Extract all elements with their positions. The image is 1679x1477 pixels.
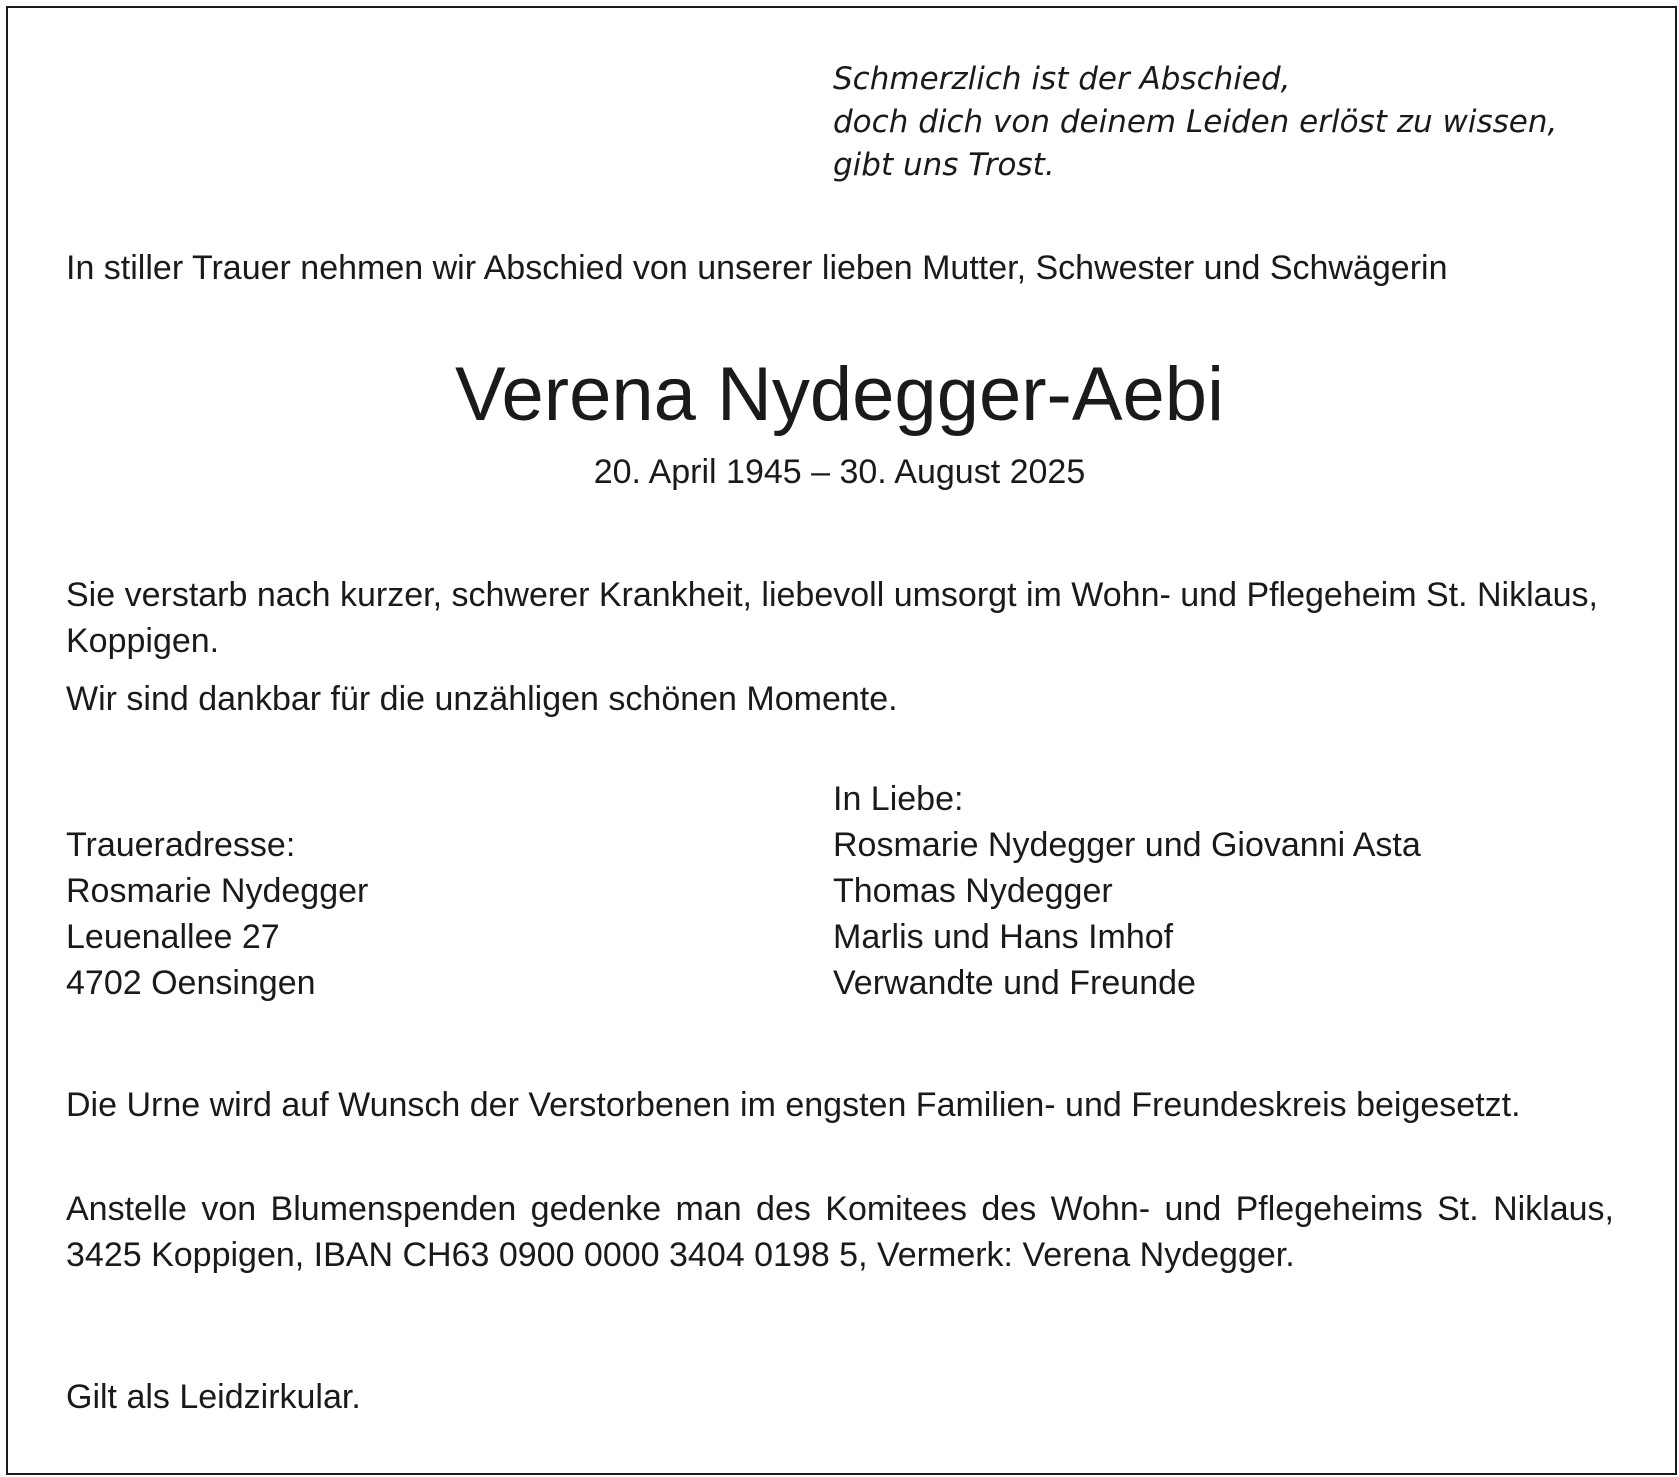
motto-line: Schmerzlich ist der Abschied, [833, 61, 1291, 97]
deceased-name: Verena Nydegger-Aebi [455, 352, 1224, 437]
mourner-line: Marlis und Hans Imhof [833, 918, 1174, 956]
address-line: Leuenallee 27 [66, 918, 280, 956]
gratitude-text: Wir sind dankbar für die unzähligen schönen Momente. [66, 680, 898, 718]
motto-line: doch dich von deinem Leiden erlöst zu wissen, [833, 104, 1558, 140]
circular-note: Gilt als Leidzirkular. [66, 1378, 361, 1416]
address-label: Traueradresse: [66, 826, 296, 864]
mourning-address [66, 822, 368, 1006]
address-line: 4702 Oensingen [66, 964, 316, 1002]
address-line: Rosmarie Nydegger [66, 872, 369, 910]
mourners-list [833, 776, 1421, 1006]
life-dates: 20. April 1945 – 30. August 2025 [593, 453, 1086, 491]
urn-note: Die Urne wird auf Wunsch der Verstorbenen im engsten Familien- und Freundeskreis beigesetzt. [66, 1086, 1521, 1124]
donation-note: Anstelle von Blumenspenden gedenke man des Komitees des Wohn- und Pflegeheims St. Niklaus, 3425 Koppigen, IBAN CH63 0900 0000 3404 0198 5, Vermerk: Verena Nydegger. [66, 1190, 1614, 1274]
motto-verse [833, 58, 1633, 187]
motto-line: gibt uns Trost. [833, 147, 1055, 183]
passing-text: Sie verstarb nach kurzer, schwerer Krankheit, liebevoll umsorgt im Wohn- und Pflegeheim St. Niklaus, Koppigen. [66, 576, 1598, 660]
mourner-line: Rosmarie Nydegger und Giovanni Asta [833, 826, 1421, 864]
mourner-line: Thomas Nydegger [833, 872, 1113, 910]
intro-text: In stiller Trauer nehmen wir Abschied von unserer lieben Mutter, Schwester und Schwägerin [66, 249, 1448, 287]
mourner-line: Verwandte und Freunde [833, 964, 1196, 1002]
mourners-label: In Liebe: [833, 780, 964, 818]
